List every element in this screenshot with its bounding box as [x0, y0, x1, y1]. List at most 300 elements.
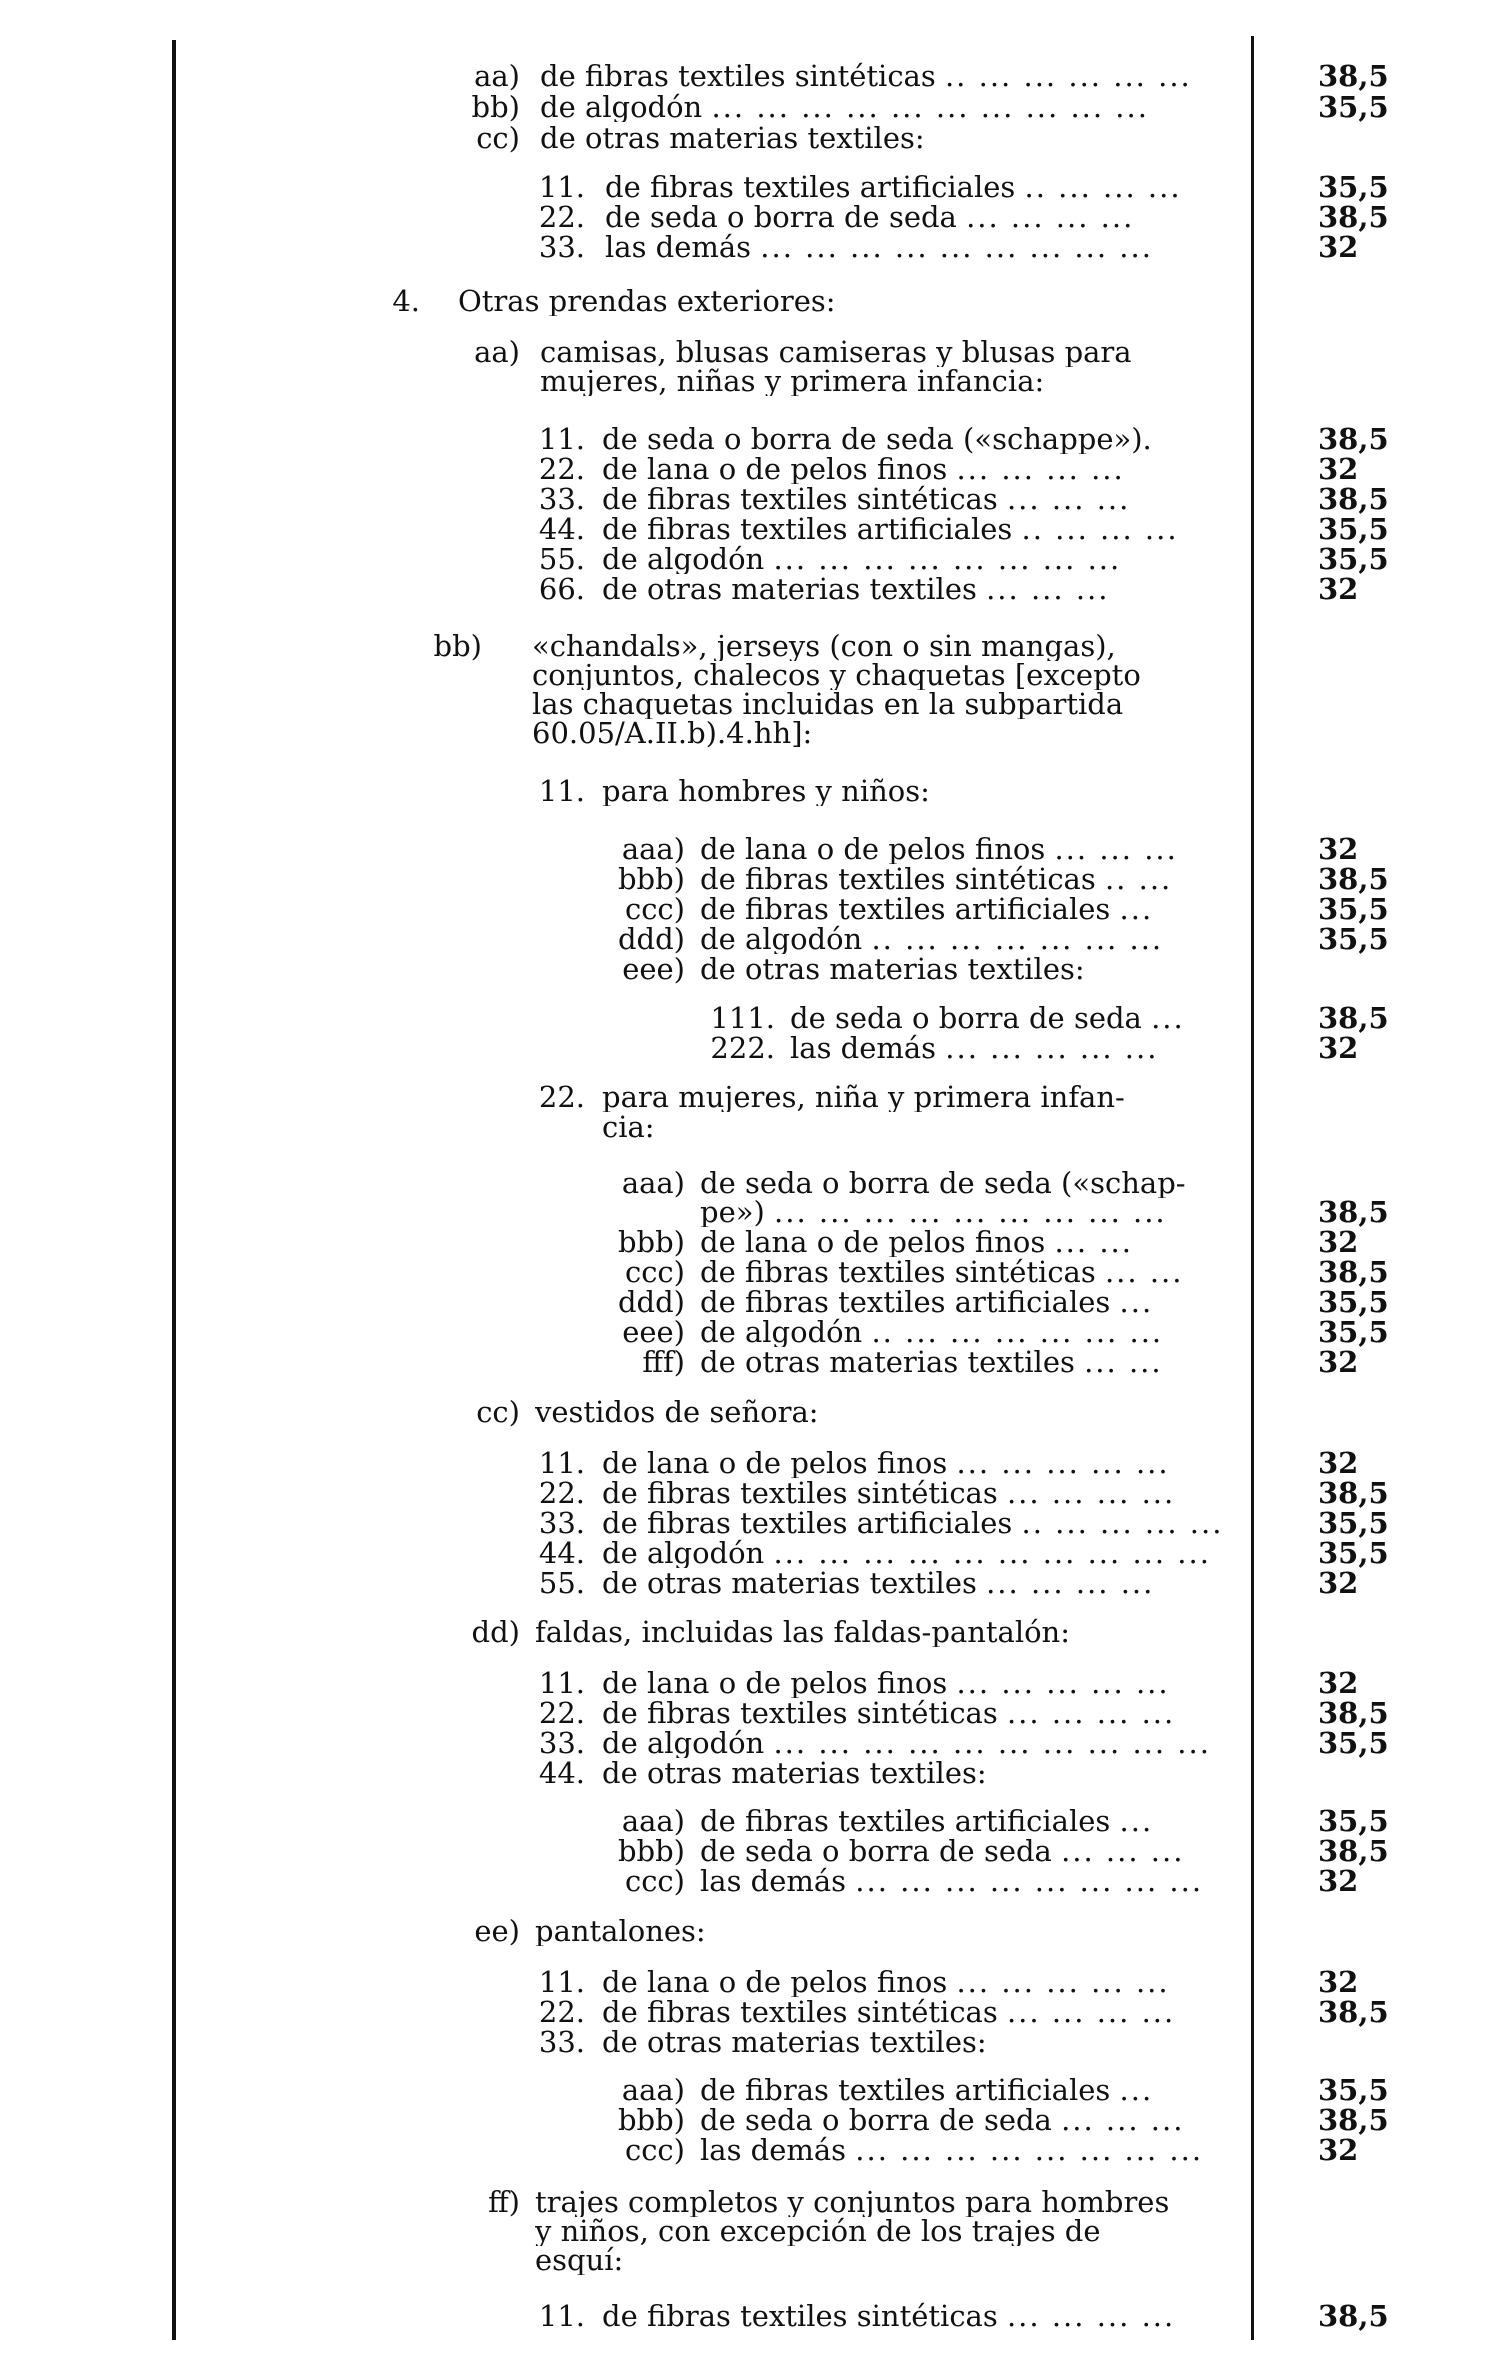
row-leader-dots: ... ...	[1084, 1347, 1163, 1377]
row-label: dd)	[471, 1615, 520, 1649]
row-leader-dots: ... ... ... ... ... ... ... ...	[855, 2135, 1204, 2165]
row-leader-dots: ...	[1151, 1003, 1185, 1033]
row-description	[700, 1317, 1230, 1347]
row-label: ccc)	[624, 892, 685, 926]
row-leader-dots: ... ... ... ...	[986, 1568, 1155, 1598]
row-label: ccc)	[624, 1255, 685, 1289]
row-leader-dots: ... ... ... ... ... ... ... ... ... ...	[711, 92, 1149, 122]
tariff-row	[0, 776, 1500, 806]
tariff-row	[0, 954, 1500, 984]
row-text: de fibras textiles sintéticas	[602, 1997, 998, 2027]
row-label: 66.	[538, 572, 585, 606]
tariff-row	[0, 544, 1500, 574]
row-duty-rate: 38,5	[1318, 1834, 1389, 1868]
row-description	[532, 718, 1230, 748]
tariff-row	[0, 2301, 1500, 2331]
row-duty-rate: 32	[1318, 1666, 1359, 1700]
row-description	[700, 1197, 1230, 1227]
tariff-row	[0, 366, 1500, 396]
row-text: pe»)	[700, 1197, 765, 1227]
row-label: bb)	[471, 90, 520, 124]
row-duty-rate: 35,5	[1318, 1315, 1389, 1349]
row-text: de fibras textiles sintéticas	[602, 484, 998, 514]
row-text: de otras materias textiles:	[540, 123, 925, 153]
row-description	[540, 123, 1230, 153]
row-leader-dots: .. ... ... ...	[1021, 514, 1179, 544]
row-duty-rate: 35,5	[1318, 1285, 1389, 1319]
row-duty-rate: 38,5	[1318, 422, 1389, 456]
tariff-row	[0, 1538, 1500, 1568]
row-label: ccc)	[624, 1864, 685, 1898]
tariff-row	[0, 1033, 1500, 1063]
tariff-row	[0, 1997, 1500, 2027]
tariff-row	[0, 1168, 1500, 1198]
row-text: de fibras textiles sintéticas	[602, 1478, 998, 1508]
row-description	[700, 1257, 1230, 1287]
row-description	[602, 1508, 1230, 1538]
tariff-row	[0, 2245, 1500, 2275]
row-text: cia:	[602, 1112, 655, 1142]
row-leader-dots: ... ... ... ... ... ... ... ...	[773, 544, 1122, 574]
row-label: 33.	[538, 1506, 585, 1540]
row-label: bbb)	[617, 1225, 685, 1259]
tariff-row	[0, 1478, 1500, 1508]
row-label: 11.	[538, 2299, 585, 2333]
row-duty-rate: 38,5	[1318, 59, 1389, 93]
row-text: de algodón	[540, 92, 703, 122]
row-text: de fibras textiles sintéticas	[602, 1698, 998, 1728]
row-text: de fibras textiles artificiales	[700, 2075, 1111, 2105]
row-text: «chandals», jerseys (con o sin mangas),	[532, 631, 1116, 661]
row-label: ff)	[488, 2185, 520, 2219]
row-label: bbb)	[617, 1834, 685, 1868]
row-label: bbb)	[617, 2103, 685, 2137]
row-duty-rate: 38,5	[1318, 200, 1389, 234]
row-leader-dots: ... ... ... ...	[1006, 1698, 1176, 1728]
row-description	[602, 1112, 1230, 1142]
row-leader-dots: ... ...	[1054, 1227, 1133, 1257]
row-leader-dots: ... ... ... ...	[1006, 2301, 1176, 2331]
tariff-row	[0, 202, 1500, 232]
tariff-row	[0, 1728, 1500, 1758]
row-leader-dots: ... ... ...	[1061, 1836, 1185, 1866]
row-text: las demás	[790, 1033, 937, 1063]
row-description	[700, 1836, 1230, 1866]
row-description	[602, 1997, 1230, 2027]
tariff-row	[0, 424, 1500, 454]
row-leader-dots: ... ... ... ... ...	[956, 1448, 1170, 1478]
row-duty-rate: 35,5	[1318, 1726, 1389, 1760]
row-text: de fibras textiles artificiales	[605, 172, 1016, 202]
row-text: de algodón	[602, 1728, 765, 1758]
row-leader-dots: ... ... ... ...	[1006, 1997, 1176, 2027]
row-description	[602, 776, 1230, 806]
row-description	[700, 924, 1230, 954]
row-label: 22.	[538, 452, 585, 486]
row-duty-rate: 35,5	[1318, 170, 1389, 204]
row-label: 22.	[538, 1476, 585, 1510]
row-text: Otras prendas exteriores:	[458, 286, 836, 316]
row-description	[700, 864, 1230, 894]
row-text: faldas, incluidas las faldas-pantalón:	[535, 1617, 1070, 1647]
tariff-row	[0, 1317, 1500, 1347]
row-duty-rate: 32	[1318, 1345, 1359, 1379]
row-description	[602, 514, 1230, 544]
row-description	[602, 544, 1230, 574]
row-description	[605, 232, 1230, 262]
row-duty-rate: 32	[1318, 230, 1359, 264]
row-duty-rate: 38,5	[1318, 1195, 1389, 1229]
row-duty-rate: 38,5	[1318, 1001, 1389, 1035]
row-description	[540, 92, 1230, 122]
row-description	[700, 1287, 1230, 1317]
row-description	[602, 2027, 1230, 2057]
row-label: 22.	[538, 200, 585, 234]
row-text: para mujeres, niña y primera infan-	[602, 1082, 1125, 1112]
row-label: bbb)	[617, 862, 685, 896]
row-label: ddd)	[617, 922, 685, 956]
row-duty-rate: 38,5	[1318, 1995, 1389, 2029]
tariff-row	[0, 574, 1500, 604]
row-description	[700, 1347, 1230, 1377]
row-text: de fibras textiles sintéticas	[602, 2301, 998, 2331]
row-description	[535, 1397, 1230, 1427]
tariff-row	[0, 1967, 1500, 1997]
row-text: de fibras textiles sintéticas	[700, 864, 1096, 894]
row-label: 33.	[538, 2025, 585, 2059]
tariff-row	[0, 1082, 1500, 1112]
tariff-row	[0, 660, 1500, 690]
tariff-row	[0, 1397, 1500, 1427]
tariff-row	[0, 1668, 1500, 1698]
row-duty-rate: 32	[1318, 1965, 1359, 1999]
row-description	[602, 484, 1230, 514]
row-leader-dots: ... ...	[1104, 1257, 1184, 1287]
row-duty-rate: 35,5	[1318, 922, 1389, 956]
row-duty-rate: 35,5	[1318, 2073, 1389, 2107]
row-leader-dots: .. ... ... ... ... ... ...	[871, 924, 1164, 954]
tariff-row	[0, 689, 1500, 719]
row-text: conjuntos, chalecos y chaquetas [excepto	[532, 660, 1141, 690]
row-label: 22.	[538, 1995, 585, 2029]
row-description	[605, 202, 1230, 232]
row-description	[602, 1728, 1230, 1758]
row-text: trajes completos y conjuntos para hombres	[535, 2187, 1170, 2217]
tariff-row	[0, 1227, 1500, 1257]
row-leader-dots: .. ... ... ... ... ... ...	[871, 1317, 1164, 1347]
row-label: aaa)	[621, 1804, 685, 1838]
row-label: 11.	[538, 1446, 585, 1480]
row-text: vestidos de señora:	[535, 1397, 819, 1427]
row-duty-rate: 38,5	[1318, 1696, 1389, 1730]
tariff-row	[0, 1112, 1500, 1142]
row-label: ee)	[474, 1914, 520, 1948]
row-text: de seda o borra de seda	[790, 1003, 1142, 1033]
row-label: 11.	[538, 1965, 585, 1999]
row-leader-dots: ... ... ... ... ... ... ... ... ... ...	[773, 1538, 1211, 1568]
row-description	[535, 2187, 1230, 2217]
row-label: 55.	[538, 542, 585, 576]
row-leader-dots: ...	[1119, 894, 1154, 924]
row-label: eee)	[622, 1315, 685, 1349]
row-label: 4.	[392, 284, 420, 318]
row-text: pantalones:	[535, 1916, 706, 1946]
row-duty-rate: 32	[1318, 832, 1359, 866]
tariff-row	[0, 1758, 1500, 1788]
row-description	[790, 1003, 1230, 1033]
row-description	[602, 1478, 1230, 1508]
tariff-row	[0, 1287, 1500, 1317]
row-text: las demás	[605, 232, 752, 262]
tariff-row	[0, 1448, 1500, 1478]
row-description	[700, 2135, 1230, 2165]
tariff-row	[0, 1568, 1500, 1598]
tariff-row	[0, 2187, 1500, 2217]
row-leader-dots: .. ... ... ... ...	[1021, 1508, 1224, 1538]
row-text: de fibras textiles artificiales	[700, 894, 1111, 924]
row-label: 22.	[538, 1696, 585, 1730]
row-text: de algodón	[602, 544, 765, 574]
row-description	[790, 1033, 1230, 1063]
row-text: de otras materias textiles	[602, 1568, 977, 1598]
row-description	[700, 2105, 1230, 2135]
row-label: bb)	[433, 629, 482, 663]
tariff-row	[0, 61, 1500, 91]
row-text: de seda o borra de seda	[605, 202, 957, 232]
row-description	[602, 1698, 1230, 1728]
tariff-row	[0, 1617, 1500, 1647]
row-text: de algodón	[700, 1317, 863, 1347]
row-text: de algodón	[602, 1538, 765, 1568]
row-label: 44.	[538, 1536, 585, 1570]
row-text: de fibras textiles artificiales	[602, 1508, 1013, 1538]
row-description	[700, 834, 1230, 864]
row-duty-rate: 38,5	[1318, 2103, 1389, 2137]
row-duty-rate: 32	[1318, 1225, 1359, 1259]
row-duty-rate: 35,5	[1318, 892, 1389, 926]
row-label: 11.	[538, 170, 585, 204]
tariff-row	[0, 337, 1500, 367]
row-duty-rate: 32	[1318, 452, 1359, 486]
row-description	[535, 1916, 1230, 1946]
row-text: de algodón	[700, 924, 863, 954]
tariff-row	[0, 514, 1500, 544]
row-label: cc)	[476, 1395, 520, 1429]
tariff-row	[0, 2027, 1500, 2057]
row-description	[605, 172, 1230, 202]
row-text: de otras materias textiles	[700, 1347, 1075, 1377]
tariff-row	[0, 1916, 1500, 1946]
row-leader-dots: .. ... ... ...	[1024, 172, 1182, 202]
row-label: 33.	[538, 230, 585, 264]
row-text: de lana o de pelos finos	[700, 834, 1046, 864]
row-description	[535, 1617, 1230, 1647]
row-duty-rate: 35,5	[1318, 512, 1389, 546]
row-leader-dots: ... ... ... ... ... ... ... ...	[855, 1866, 1204, 1896]
row-leader-dots: ... ... ...	[1006, 484, 1131, 514]
row-label: 44.	[538, 512, 585, 546]
row-duty-rate: 32	[1318, 1446, 1359, 1480]
tariff-row	[0, 172, 1500, 202]
row-leader-dots: .. ... ... ... ... ...	[944, 61, 1192, 91]
row-label: aa)	[474, 59, 520, 93]
row-leader-dots: ... ... ... ... ...	[945, 1033, 1159, 1063]
row-label: 22.	[538, 1080, 585, 1114]
row-label: aa)	[474, 335, 520, 369]
tariff-row	[0, 834, 1500, 864]
row-leader-dots: ... ... ...	[1054, 834, 1178, 864]
row-label: 33.	[538, 1726, 585, 1760]
row-label: 11.	[538, 1666, 585, 1700]
row-description	[602, 1668, 1230, 1698]
tariff-row	[0, 631, 1500, 661]
row-label: 55.	[538, 1566, 585, 1600]
row-label: 44.	[538, 1756, 585, 1790]
row-label: aaa)	[621, 2073, 685, 2107]
row-text: de seda o borra de seda	[700, 2105, 1052, 2135]
row-description	[700, 1806, 1230, 1836]
row-description	[700, 2075, 1230, 2105]
row-leader-dots: ... ... ... ... ...	[956, 1967, 1170, 1997]
row-description	[602, 1568, 1230, 1598]
row-duty-rate: 38,5	[1318, 1476, 1389, 1510]
row-label: aaa)	[621, 832, 685, 866]
row-description	[602, 1082, 1230, 1112]
row-text: de lana o de pelos finos	[602, 1967, 948, 1997]
row-duty-rate: 32	[1318, 1864, 1359, 1898]
row-text: para hombres y niños:	[602, 776, 930, 806]
row-label: eee)	[622, 952, 685, 986]
tariff-row	[0, 1836, 1500, 1866]
row-text: de fibras textiles sintéticas	[540, 61, 936, 91]
row-duty-rate: 35,5	[1318, 1804, 1389, 1838]
row-label: 111.	[710, 1001, 775, 1035]
row-text: de seda o borra de seda («schap-	[700, 1168, 1186, 1198]
row-label: 222.	[710, 1031, 775, 1065]
row-leader-dots: ... ... ... ... ... ... ... ... ...	[774, 1197, 1167, 1227]
row-leader-dots: ...	[1119, 1287, 1154, 1317]
row-leader-dots: ... ... ...	[1061, 2105, 1185, 2135]
row-description	[602, 1538, 1230, 1568]
row-text: de lana o de pelos finos	[700, 1227, 1046, 1257]
row-text: de seda o borra de seda	[700, 1836, 1052, 1866]
row-label: 11.	[538, 774, 585, 808]
row-text: de otras materias textiles	[602, 574, 977, 604]
row-label: cc)	[476, 121, 520, 155]
row-duty-rate: 38,5	[1318, 862, 1389, 896]
tariff-row	[0, 1508, 1500, 1538]
tariff-row	[0, 1257, 1500, 1287]
tariff-row	[0, 1866, 1500, 1896]
row-label: ddd)	[617, 1285, 685, 1319]
row-text: de otras materias textiles:	[700, 954, 1085, 984]
row-description	[602, 454, 1230, 484]
tariff-row	[0, 2075, 1500, 2105]
row-duty-rate: 35,5	[1318, 542, 1389, 576]
row-text: mujeres, niñas y primera infancia:	[540, 366, 1045, 396]
tariff-row	[0, 718, 1500, 748]
row-description	[700, 894, 1230, 924]
row-text: de fibras textiles artificiales	[602, 514, 1013, 544]
tariff-row	[0, 92, 1500, 122]
row-duty-rate: 35,5	[1318, 1536, 1389, 1570]
row-description	[602, 1448, 1230, 1478]
row-duty-rate: 35,5	[1318, 90, 1389, 124]
tariff-row	[0, 864, 1500, 894]
row-label: 33.	[538, 482, 585, 516]
row-label: ccc)	[624, 2133, 685, 2167]
row-description	[532, 660, 1230, 690]
row-description	[700, 954, 1230, 984]
row-duty-rate: 38,5	[1318, 2299, 1389, 2333]
row-leader-dots: ...	[1119, 2075, 1154, 2105]
row-text: y niños, con excepción de los trajes de	[535, 2216, 1101, 2246]
row-description	[535, 2216, 1230, 2246]
row-description	[458, 286, 1228, 316]
row-description	[540, 337, 1230, 367]
row-text: de lana o de pelos finos	[602, 1668, 948, 1698]
row-description	[532, 631, 1230, 661]
row-duty-rate: 32	[1318, 1031, 1359, 1065]
row-description	[700, 1227, 1230, 1257]
row-label: aaa)	[621, 1166, 685, 1200]
row-description	[535, 2245, 1230, 2275]
row-leader-dots: .. ...	[1104, 864, 1173, 894]
row-leader-dots: ... ... ... ... ... ... ... ... ... ...	[773, 1728, 1211, 1758]
tariff-row	[0, 286, 1500, 316]
row-text: camisas, blusas camiseras y blusas para	[540, 337, 1132, 367]
row-description	[540, 366, 1230, 396]
row-duty-rate: 35,5	[1318, 1506, 1389, 1540]
row-description	[602, 1758, 1230, 1788]
row-duty-rate: 32	[1318, 1566, 1359, 1600]
row-leader-dots: ... ... ... ...	[956, 454, 1125, 484]
tariff-row	[0, 2105, 1500, 2135]
tariff-row	[0, 484, 1500, 514]
row-text: de seda o borra de seda («schappe»).	[602, 424, 1152, 454]
row-label: 11.	[538, 422, 585, 456]
tariff-row	[0, 2135, 1500, 2165]
row-description	[602, 1967, 1230, 1997]
row-text: de fibras textiles artificiales	[700, 1287, 1111, 1317]
row-leader-dots: ... ... ... ...	[966, 202, 1135, 232]
row-duty-rate: 32	[1318, 572, 1359, 606]
row-duty-rate: 32	[1318, 2133, 1359, 2167]
row-description	[602, 574, 1230, 604]
row-text: de otras materias textiles:	[602, 2027, 987, 2057]
tariff-row	[0, 123, 1500, 153]
row-leader-dots: ... ... ... ... ...	[956, 1668, 1170, 1698]
tariff-row	[0, 1806, 1500, 1836]
row-description	[532, 689, 1230, 719]
row-text: esquí:	[535, 2245, 624, 2275]
row-text: las demás	[700, 1866, 847, 1896]
row-description	[700, 1866, 1230, 1896]
row-text: de lana o de pelos finos	[602, 454, 948, 484]
row-text: 60.05/A.II.b).4.hh]:	[532, 718, 813, 748]
tariff-row	[0, 1347, 1500, 1377]
row-description	[700, 1168, 1230, 1198]
row-leader-dots: ... ... ... ... ... ... ... ... ...	[760, 232, 1153, 262]
tariff-row	[0, 454, 1500, 484]
tariff-row	[0, 924, 1500, 954]
tariff-row	[0, 1698, 1500, 1728]
row-leader-dots: ... ... ...	[986, 574, 1110, 604]
row-description	[540, 61, 1230, 91]
tariff-row	[0, 2216, 1500, 2246]
row-text: de fibras textiles artificiales	[700, 1806, 1111, 1836]
row-duty-rate: 38,5	[1318, 1255, 1389, 1289]
